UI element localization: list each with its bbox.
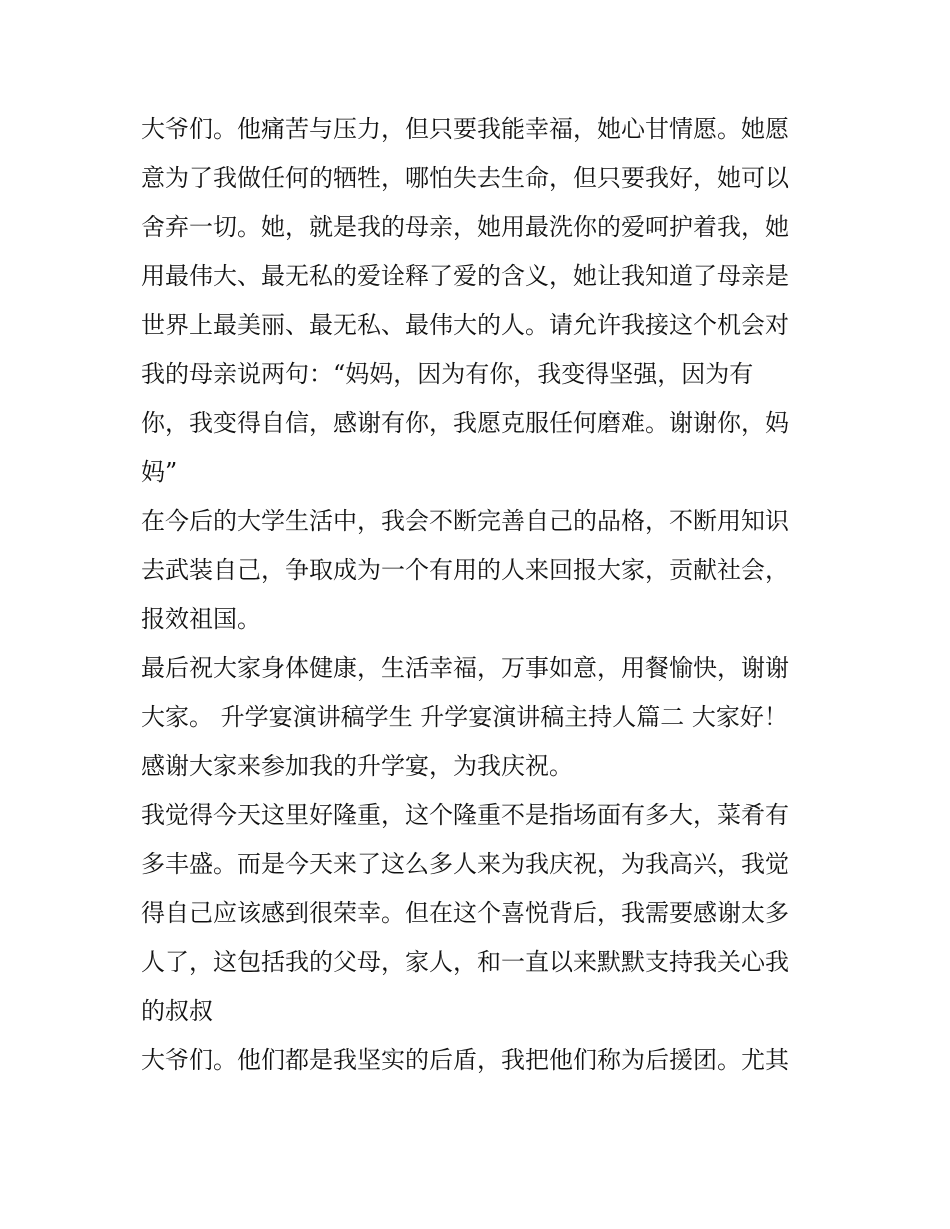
text-line: 舍弃一切。她，就是我的母亲，她用最洗你的爱呵护着我，她 (141, 213, 789, 241)
text-line: 意为了我做任何的牺牲，哪怕失去生命，但只要我好，她可以 (141, 164, 789, 192)
text-line: 世界上最美丽、最无私、最伟大的人。请允许我接这个机会对 (141, 311, 789, 339)
text-line: 大爷们。他痛苦与压力，但只要我能幸福，她心甘情愿。她愿 (141, 115, 789, 143)
document-body (141, 105, 821, 1085)
text-line: 我的母亲说两句：“妈妈，因为有你，我变得坚强，因为有 (141, 360, 754, 388)
text-line: 大爷们。他们都是我坚实的后盾，我把他们称为后援团。尤其 (141, 1046, 789, 1074)
text-line: 去武装自己，争取成为一个有用的人来回报大家，贡献社会， (141, 556, 789, 584)
text-line: 最后祝大家身体健康，生活幸福，万事如意，用餐愉快，谢谢 (141, 654, 789, 682)
text-line: 用最伟大、最无私的爱诠释了爱的含义，她让我知道了母亲是 (141, 262, 789, 290)
text-line: 大家。 升学宴演讲稿学生 升学宴演讲稿主持人篇二 大家好！ (141, 703, 788, 731)
text-line: 报效祖国。 (141, 605, 261, 633)
text-line: 妈” (141, 458, 178, 486)
text-line: 的叔叔 (141, 997, 213, 1025)
text-line: 多丰盛。而是今天来了这么多人来为我庆祝，为我高兴，我觉 (141, 850, 789, 878)
text-line: 人了，这包括我的父母，家人，和一直以来默默支持我关心我 (141, 948, 789, 976)
text-line: 得自己应该感到很荣幸。但在这个喜悦背后，我需要感谢太多 (141, 899, 789, 927)
text-line: 你，我变得自信，感谢有你，我愿克服任何磨难。谢谢你，妈 (141, 409, 789, 437)
text-line: 我觉得今天这里好隆重，这个隆重不是指场面有多大，菜肴有 (141, 801, 789, 829)
text-line: 感谢大家来参加我的升学宴，为我庆祝。 (141, 752, 573, 780)
text-line: 在今后的大学生活中，我会不断完善自己的品格，不断用知识 (141, 507, 789, 535)
